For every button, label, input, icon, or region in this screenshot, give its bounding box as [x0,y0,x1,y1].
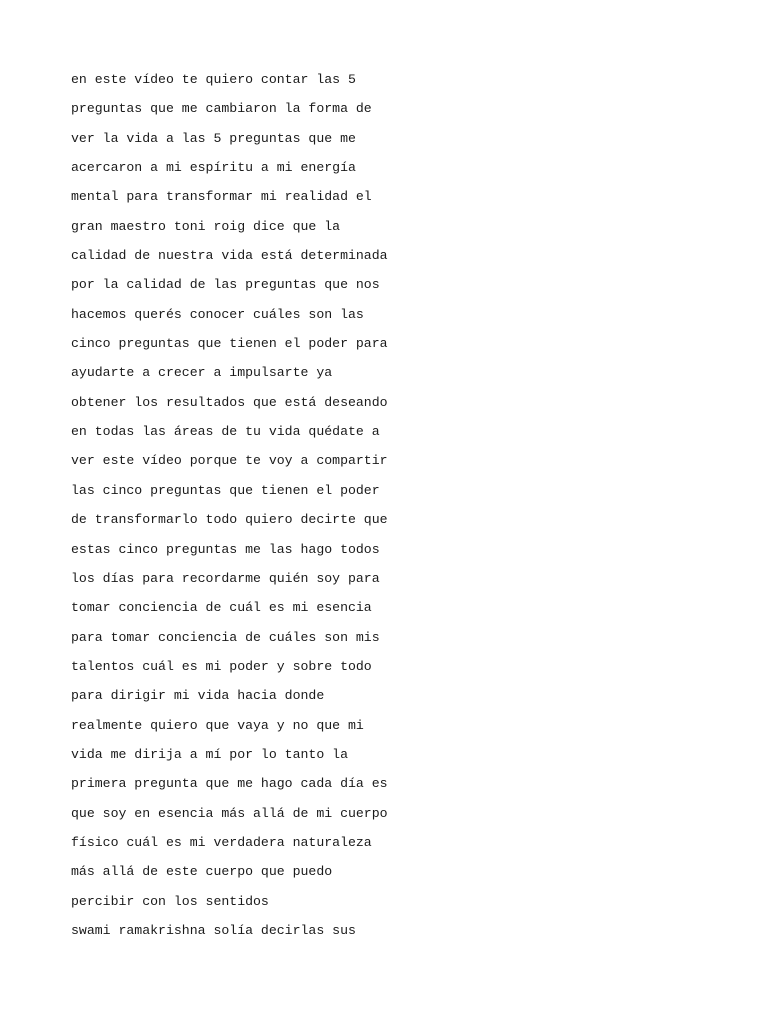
text-line: tomar conciencia de cuál es mi esencia [71,600,372,616]
text-line: más allá de este cuerpo que puedo [71,864,333,880]
text-line: de transformarlo todo quiero decirte que [71,512,388,528]
text-line: obtener los resultados que está deseando [71,394,388,410]
text-line: ver la vida a las 5 preguntas que me [71,130,356,146]
text-line: ayudarte a crecer a impulsarte ya [71,365,333,381]
text-line: cinco preguntas que tienen el poder para [71,336,388,352]
text-line: en todas las áreas de tu vida quédate a [71,424,380,440]
text-line: para tomar conciencia de cuáles son mis [71,629,380,645]
text-line: físico cuál es mi verdadera naturaleza [71,834,372,850]
text-line: calidad de nuestra vida está determinada [71,248,388,264]
text-line: por la calidad de las preguntas que nos [71,277,380,293]
text-line: primera pregunta que me hago cada día es [71,776,388,792]
text-line: percibir con los sentidos [71,893,269,909]
text-line: talentos cuál es mi poder y sobre todo [71,658,372,674]
text-line: estas cinco preguntas me las hago todos [71,541,380,557]
text-line: realmente quiero que vaya y no que mi [71,717,364,733]
text-line: en este vídeo te quiero contar las 5 [71,72,356,87]
text-line: swami ramakrishna solía decirlas sus [71,922,356,938]
text-line: para dirigir mi vida hacia donde [71,688,325,704]
transcript-text [71,70,711,950]
text-line: los días para recordarme quién soy para [71,570,380,586]
text-line: gran maestro toni roig dice que la [71,218,341,234]
text-line: que soy en esencia más allá de mi cuerpo [71,805,388,821]
text-line: hacemos querés conocer cuáles son las [71,306,364,322]
text-line: acercaron a mi espíritu a mi energía [71,160,356,176]
text-line: preguntas que me cambiaron la forma de [71,101,372,117]
text-line: las cinco preguntas que tienen el poder [71,482,380,498]
text-line: mental para transformar mi realidad el [71,189,372,205]
text-line: ver este vídeo porque te voy a compartir [71,453,388,469]
text-line: vida me dirija a mí por lo tanto la [71,746,348,762]
